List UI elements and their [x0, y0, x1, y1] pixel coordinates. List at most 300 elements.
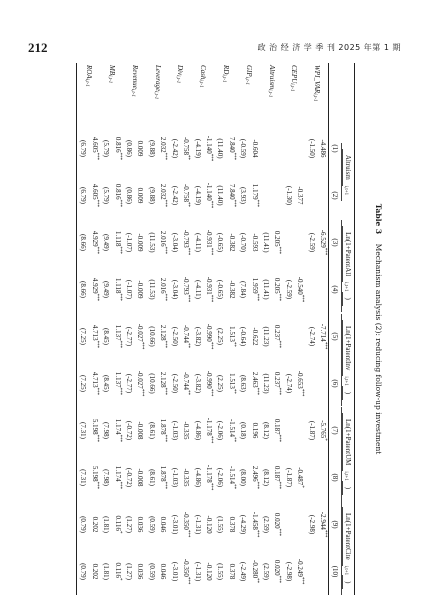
coefficient-cell	[294, 407, 305, 454]
table-row	[294, 63, 305, 595]
significance-stars: ***	[116, 199, 122, 208]
column-number-7: (7)	[329, 407, 342, 454]
variable-name: RD	[222, 65, 231, 75]
coefficient-cell	[225, 360, 236, 407]
t-statistic-cell: (-2.98)	[284, 561, 293, 582]
significance-stars: ***	[93, 481, 99, 490]
coefficient-value: 0.378	[227, 516, 236, 533]
variable-subscript: i,t-1	[106, 75, 112, 84]
t-statistic-cell: (11.23)	[261, 373, 270, 394]
t-statistic-cell: (-2.42)	[170, 138, 179, 159]
coefficient-cell	[111, 360, 122, 407]
coefficient-cell	[225, 219, 236, 266]
significance-stars: ***	[253, 199, 259, 208]
coefficient-value: -0.931	[204, 229, 213, 248]
significance-stars: ***	[185, 576, 191, 585]
variable-name: GIP	[244, 65, 253, 77]
coefficient-value: -0.350	[182, 511, 191, 530]
coefficient-value: -0.377	[296, 186, 305, 205]
coefficient-cell	[317, 548, 329, 595]
journal-running-title: 政 治 经 济 学 季 刊 2025 年第 1 期	[257, 43, 401, 52]
t-statistic-cell: (0.59)	[147, 563, 156, 580]
coefficient-value: -1.514	[227, 418, 236, 438]
coefficient-cell	[225, 454, 236, 501]
coefficient-value: 0.046	[159, 516, 168, 533]
coefficient-cell	[248, 501, 259, 548]
group-header-text	[341, 220, 353, 312]
coefficient-cell	[271, 219, 282, 266]
t-statistic-cell: (-2.59)	[284, 279, 293, 300]
group-header-close: )	[342, 481, 353, 495]
coefficient-cell	[203, 125, 214, 172]
coefficient-value: -0.931	[204, 276, 213, 295]
t-statistic-cell: (-4.19)	[193, 185, 202, 206]
coefficient-cell	[225, 266, 236, 313]
coefficient-value: -0.758	[182, 183, 191, 203]
t-statistic-cell: (6.79)	[77, 172, 89, 219]
coefficient-cell	[111, 266, 122, 313]
t-statistic-cell: (-1.31)	[193, 514, 202, 535]
coefficient-cell	[248, 266, 259, 313]
significance-stars: ***	[93, 293, 99, 302]
t-statistic-cell: (1.27)	[125, 516, 134, 533]
significance-stars: ***	[207, 482, 213, 491]
t-statistic-cell: (-2.74)	[284, 373, 293, 394]
group-header-2	[341, 219, 355, 313]
t-statistic-cell: (7.31)	[77, 454, 89, 501]
coefficient-cell	[203, 313, 214, 360]
significance-stars: **	[185, 202, 191, 208]
coefficient-cell	[88, 454, 99, 501]
coefficient-value: -1.178	[204, 417, 213, 436]
coefficient-cell	[294, 125, 305, 172]
coefficient-value: 1.174	[113, 418, 122, 435]
coefficient-value: -0.990	[204, 370, 213, 389]
coefficient-cell	[271, 501, 282, 548]
table-row	[225, 63, 236, 595]
significance-stars: ***	[207, 341, 213, 350]
t-statistic-cell: (2.59)	[261, 563, 270, 580]
t-statistic-cell: (10.66)	[147, 326, 156, 347]
t-statistic-cell	[260, 172, 271, 219]
significance-stars: ***	[93, 152, 99, 161]
coefficient-value: 4.713	[90, 324, 99, 341]
coefficient-value: -0.382	[227, 280, 236, 299]
row-variable-label	[305, 63, 328, 125]
group-header-1	[341, 125, 355, 219]
coefficient-value: -6.529	[319, 229, 327, 248]
coefficient-value: -0.758	[182, 136, 191, 156]
coefficient-value: -0.335	[182, 468, 191, 487]
t-statistic-cell: (2.25)	[216, 328, 225, 345]
coefficient-value: 0.196	[250, 422, 259, 439]
variable-subscript: i,t-1	[266, 89, 272, 98]
coefficient-cell	[294, 360, 305, 407]
page-header	[28, 40, 401, 56]
coefficient-value: 0.187	[273, 465, 282, 482]
stub-header	[341, 63, 355, 125]
table-row-tstat	[191, 63, 202, 595]
coefficient-cell	[271, 548, 282, 595]
coefficient-value: -2.944	[319, 511, 327, 530]
table-row-tstat	[168, 63, 179, 595]
variable-subscript: i,t-1	[84, 78, 90, 87]
table-row-tstat	[237, 63, 248, 595]
coefficient-value: -0.793	[182, 229, 191, 248]
significance-stars: *	[322, 438, 327, 441]
coefficient-cell	[203, 501, 214, 548]
t-statistic-cell: (11.53)	[147, 232, 156, 253]
t-statistic-cell: (-3.82)	[193, 326, 202, 347]
t-statistic-cell: (-4.11)	[193, 233, 202, 252]
coefficient-cell	[157, 313, 168, 360]
group-header-label: Ln(1+PatentCite	[342, 507, 353, 566]
column-number-4: (4)	[329, 266, 342, 313]
t-statistic-cell: (11.53)	[147, 279, 156, 300]
coefficient-value: 4.713	[90, 371, 99, 388]
t-statistic-cell: (7.25)	[77, 360, 89, 407]
t-statistic-cell: (-3.82)	[193, 373, 202, 394]
t-statistic-cell: (-4.11)	[193, 280, 202, 299]
significance-stars: **	[185, 155, 191, 161]
t-statistic-cell: (-4.86)	[193, 420, 202, 441]
significance-stars: ***	[276, 293, 282, 302]
significance-stars: **	[185, 343, 191, 349]
t-statistic-cell: (11.23)	[261, 326, 270, 347]
coefficient-cell	[294, 172, 305, 219]
t-statistic-cell: (7.31)	[77, 407, 89, 454]
t-statistic-cell: (0.79)	[77, 548, 89, 595]
variable-name: ROA	[85, 65, 94, 79]
coefficient-value: 0.009	[136, 140, 145, 157]
coefficient-value: 4.929	[90, 230, 99, 247]
t-statistic-cell: (8.12)	[261, 469, 270, 486]
t-statistic-cell: (8.45)	[102, 375, 111, 392]
significance-stars: ***	[322, 529, 327, 538]
t-statistic-cell: (-1.30)	[284, 185, 293, 206]
coefficient-value: 4.605	[90, 136, 99, 153]
coefficient-cell	[225, 548, 236, 595]
t-statistic-cell: (-2.50)	[170, 373, 179, 394]
table-row-tstat	[214, 63, 225, 595]
variable-subscript: i,t-1	[129, 88, 135, 97]
coefficient-cell	[111, 454, 122, 501]
group-header-5	[341, 501, 355, 595]
coefficient-cell	[203, 219, 214, 266]
t-statistic-cell: (-2.59)	[307, 232, 316, 253]
coefficient-cell	[157, 360, 168, 407]
significance-stars: ***	[276, 575, 282, 584]
significance-stars: ***	[276, 387, 282, 396]
coefficient-value: 5.198	[90, 418, 99, 435]
variable-subscript: i,t-1	[221, 74, 227, 83]
coefficient-cell	[180, 266, 191, 313]
group-header-label: Ln(1+PatentUM	[342, 413, 353, 471]
table-row-tstat	[305, 63, 316, 595]
significance-stars: ***	[207, 153, 213, 162]
coefficient-value: 1.878	[159, 465, 168, 482]
coefficient-cell	[111, 501, 122, 548]
t-statistic-cell	[305, 454, 316, 501]
significance-stars: ***	[253, 387, 259, 396]
t-statistic-cell: (0.59)	[147, 516, 156, 533]
significance-stars: ***	[162, 293, 168, 302]
significance-stars: ***	[93, 340, 99, 349]
coefficient-cell	[271, 454, 282, 501]
coefficient-value: 0.816	[113, 183, 122, 200]
significance-stars: ***	[207, 200, 213, 209]
row-variable-label	[214, 63, 237, 125]
t-statistic-cell: (-0.70)	[239, 232, 248, 253]
significance-stars: ***	[185, 529, 191, 538]
coefficient-value: 0.046	[159, 563, 168, 580]
table-row	[111, 63, 122, 595]
variable-subscript: i,t-1	[175, 75, 181, 84]
coefficient-cell	[134, 219, 145, 266]
t-statistic-cell: (-1.50)	[307, 138, 316, 159]
t-statistic-cell: (3.93)	[239, 187, 248, 204]
table-row	[203, 63, 214, 595]
coefficient-value: -0.540	[296, 276, 305, 295]
coefficient-cell	[88, 266, 99, 313]
t-statistic-cell: (7.25)	[77, 313, 89, 360]
significance-stars: ***	[93, 387, 99, 396]
column-number-8: (8)	[329, 454, 342, 501]
significance-stars: **	[230, 437, 236, 443]
variable-name: WPI_VAR	[313, 65, 322, 94]
t-statistic-cell: (-0.65)	[216, 232, 225, 253]
t-statistic-cell: (1.81)	[102, 516, 111, 533]
significance-stars: ***	[93, 246, 99, 255]
significance-stars: ***	[253, 481, 259, 490]
coefficient-cell	[134, 454, 145, 501]
variable-name: Altruism	[267, 65, 276, 90]
group-header-subscript: i,t+1	[343, 185, 348, 196]
t-statistic-cell: (-1.03)	[170, 467, 179, 488]
coefficient-value: 7.840	[227, 183, 236, 200]
coefficient-cell	[134, 407, 145, 454]
t-statistic-cell: (-1.03)	[170, 420, 179, 441]
t-statistic-cell: (2.59)	[261, 516, 270, 533]
column-number-5: (5)	[329, 313, 342, 360]
coefficient-cell	[248, 313, 259, 360]
t-statistic-cell: (7.98)	[102, 469, 111, 486]
coefficient-cell	[317, 454, 329, 501]
t-statistic-cell: (-1.07)	[125, 232, 134, 253]
coefficient-value: -0.120	[204, 562, 213, 581]
coefficient-value: -1.514	[227, 465, 236, 485]
coefficient-value: -0.744	[182, 324, 191, 344]
coefficient-cell	[180, 125, 191, 172]
group-header-text	[341, 314, 353, 406]
coefficient-cell	[180, 407, 191, 454]
significance-stars: ***	[276, 340, 282, 349]
table-wrap	[23, 63, 383, 595]
significance-stars: ***	[276, 481, 282, 490]
t-statistic-cell: (0.18)	[239, 422, 248, 439]
t-statistic-cell: (1.55)	[216, 563, 225, 580]
t-statistic-cell: (11.41)	[261, 232, 270, 253]
coefficient-value: -0.280	[250, 559, 259, 579]
coefficient-value: 1.137	[113, 371, 122, 388]
group-header-subscript: i,t+1	[343, 282, 348, 292]
column-number-10: (10)	[329, 548, 342, 595]
coefficient-cell	[294, 313, 305, 360]
t-statistic-cell: (1.27)	[125, 563, 134, 580]
significance-stars: ***	[322, 341, 327, 350]
coefficient-value: -0.350	[182, 558, 191, 577]
t-statistic-cell: (1.55)	[216, 516, 225, 533]
coefficient-cell	[157, 219, 168, 266]
coefficient-value: -0.604	[250, 139, 259, 158]
variable-subscript: i,t-1	[243, 76, 249, 85]
table-row	[134, 63, 145, 595]
coefficient-cell	[111, 172, 122, 219]
group-header-close: )	[342, 292, 353, 306]
coefficient-cell	[111, 219, 122, 266]
significance-stars: ***	[230, 199, 236, 208]
column-number-9: (9)	[329, 501, 342, 548]
significance-stars: **	[253, 578, 259, 584]
coefficient-cell	[225, 407, 236, 454]
t-statistic-cell: (5.79)	[102, 187, 111, 204]
coefficient-cell	[88, 313, 99, 360]
coefficient-cell	[248, 360, 259, 407]
coefficient-value: -0.120	[204, 515, 213, 534]
coefficient-cell	[271, 360, 282, 407]
coefficient-cell	[203, 548, 214, 595]
t-statistic-cell: (11.40)	[216, 185, 225, 206]
coefficient-cell	[294, 454, 305, 501]
table-caption	[373, 63, 383, 595]
significance-stars: ***	[207, 435, 213, 444]
coefficient-cell	[134, 313, 145, 360]
coefficient-value: -0.008	[136, 421, 145, 440]
t-statistic-cell: (-2.49)	[239, 561, 248, 582]
coefficient-value: 0.020	[273, 559, 282, 576]
coefficient-value: -1.140	[204, 135, 213, 154]
significance-stars: ***	[139, 341, 145, 350]
coefficient-value: -0.593	[250, 233, 259, 252]
column-number-3: (3)	[329, 219, 342, 266]
group-header-close: )	[342, 575, 353, 589]
coefficient-cell	[203, 454, 214, 501]
t-statistic-cell: (-2.74)	[307, 326, 316, 347]
t-statistic-cell: (7.98)	[102, 422, 111, 439]
variable-name: Leverage	[153, 65, 162, 92]
coefficient-cell	[294, 219, 305, 266]
coefficient-cell	[180, 360, 191, 407]
coefficient-cell	[203, 266, 214, 313]
coefficient-value: 1.179	[250, 183, 259, 200]
coefficient-value: 2.128	[159, 324, 168, 341]
rotated-table-container	[33, 63, 393, 595]
t-statistic-cell	[282, 501, 293, 548]
coefficient-cell	[225, 125, 236, 172]
t-statistic-cell	[282, 313, 293, 360]
coefficient-value: 0.205	[273, 230, 282, 247]
table-row	[157, 63, 168, 595]
row-variable-label	[77, 63, 100, 125]
t-statistic-cell: (7.84)	[239, 281, 248, 298]
t-statistic-cell	[305, 360, 316, 407]
group-header-label: Ln(1+PatentInv	[342, 320, 353, 376]
coefficient-value: 0.116	[113, 515, 122, 532]
coefficient-value: 0.202	[90, 516, 99, 533]
group-header-close: )	[342, 386, 353, 400]
coefficient-cell	[317, 266, 329, 313]
t-statistic-cell	[282, 407, 293, 454]
coefficient-cell	[134, 266, 145, 313]
coefficient-cell	[180, 313, 191, 360]
t-statistic-cell: (-2.06)	[216, 467, 225, 488]
variable-subscript: i,t-1	[289, 83, 295, 92]
coefficient-cell	[180, 454, 191, 501]
coefficient-cell	[180, 548, 191, 595]
t-statistic-cell: (-0.59)	[239, 138, 248, 159]
coefficient-value: 4.929	[90, 277, 99, 294]
coefficient-value: 1.137	[113, 324, 122, 341]
significance-stars: ***	[116, 340, 122, 349]
group-header-subscript: i,t+1	[343, 565, 348, 576]
significance-stars: ***	[299, 294, 305, 303]
t-statistic-cell	[260, 125, 271, 172]
significance-stars: ***	[230, 152, 236, 161]
t-statistic-cell: (-0.65)	[216, 279, 225, 300]
t-statistic-cell: (-3.04)	[170, 232, 179, 253]
coefficient-value: 2.463	[250, 371, 259, 388]
coefficient-value: 1.118	[113, 278, 122, 294]
significance-stars: **	[230, 341, 236, 347]
coefficient-cell	[134, 360, 145, 407]
table-caption-label: Table 3	[374, 203, 383, 235]
coefficient-value: 0.202	[90, 563, 99, 580]
variable-subscript: i,t-1	[312, 93, 318, 102]
coefficient-value: -0.990	[204, 323, 213, 342]
coefficient-cell	[157, 407, 168, 454]
coefficient-cell	[203, 407, 214, 454]
variable-subscript: i,t-1	[152, 91, 158, 100]
coefficient-value: -0.027	[136, 323, 145, 342]
table-row-tstat	[146, 63, 157, 595]
variable-name: Cash	[199, 65, 208, 80]
t-statistic-cell: (-3.01)	[170, 514, 179, 535]
coefficient-cell	[317, 407, 329, 454]
t-statistic-cell: (5.79)	[102, 140, 111, 157]
significance-stars: ***	[116, 152, 122, 161]
coefficient-value: 1.513	[227, 373, 236, 389]
t-statistic-cell	[305, 548, 316, 595]
coefficient-value: -1.140	[204, 182, 213, 201]
significance-stars: ***	[276, 528, 282, 537]
group-header-text	[341, 407, 353, 501]
significance-stars: ***	[162, 152, 168, 161]
coefficient-value: 0.116	[113, 562, 122, 579]
coefficient-value: 1.878	[159, 418, 168, 435]
coefficient-cell	[111, 407, 122, 454]
t-statistic-cell: (11.41)	[261, 279, 270, 300]
t-statistic-cell: (9.88)	[147, 187, 156, 204]
coefficient-cell	[134, 172, 145, 219]
significance-stars: ***	[322, 247, 327, 256]
t-statistic-cell: (-4.86)	[193, 467, 202, 488]
significance-stars: ***	[253, 293, 259, 302]
t-statistic-cell: (-2.77)	[125, 326, 134, 347]
group-header-text	[341, 143, 353, 201]
regression-table	[76, 63, 355, 595]
coefficient-cell	[248, 125, 259, 172]
coefficient-cell	[271, 172, 282, 219]
